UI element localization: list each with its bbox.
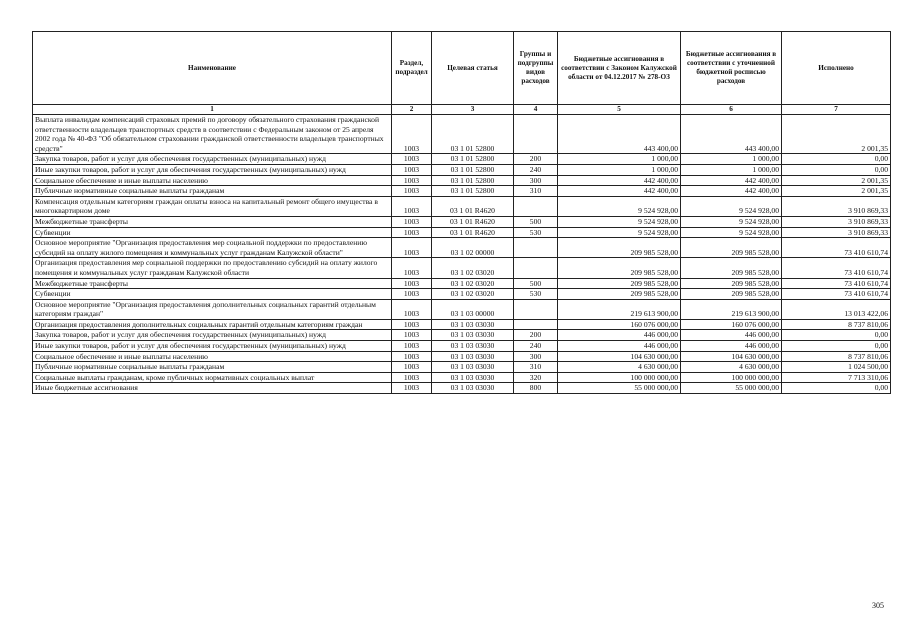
row-law: 209 985 528,00 [558, 289, 681, 300]
row-law: 4 630 000,00 [558, 362, 681, 373]
row-executed: 0,00 [782, 154, 891, 165]
table-row [33, 216, 891, 227]
column-index: 4 [514, 105, 558, 115]
row-schedule: 9 524 928,00 [681, 196, 782, 216]
row-group: 800 [514, 383, 558, 394]
row-group: 530 [514, 227, 558, 238]
header-target: Целевая статья [432, 32, 514, 105]
row-name: Организация предоставления мер социальной поддержки по предоставлению субсидий на оплату жилого помещения и коммунальных услуг гражданам Калужской области [33, 258, 392, 278]
row-name: Публичные нормативные социальные выплаты гражданам [33, 186, 392, 197]
row-law: 1 000,00 [558, 154, 681, 165]
row-executed: 2 001,35 [782, 175, 891, 186]
row-target: 03 1 01 52800 [432, 154, 514, 165]
row-name: Субвенции [33, 289, 392, 300]
header-row [33, 32, 891, 105]
row-section: 1003 [392, 289, 432, 300]
row-target: 03 1 03 00000 [432, 299, 514, 319]
row-section: 1003 [392, 164, 432, 175]
row-section: 1003 [392, 372, 432, 383]
table-row [33, 227, 891, 238]
row-name: Субвенции [33, 227, 392, 238]
row-section: 1003 [392, 115, 432, 154]
row-target: 03 1 01 52800 [432, 164, 514, 175]
row-target: 03 1 03 03030 [432, 383, 514, 394]
row-schedule: 442 400,00 [681, 175, 782, 186]
header-groups: Группы и подгруппы видов расходов [514, 32, 558, 105]
table-row [33, 341, 891, 352]
row-schedule: 9 524 928,00 [681, 216, 782, 227]
table-row [33, 115, 891, 154]
row-section: 1003 [392, 383, 432, 394]
row-target: 03 1 01 52800 [432, 175, 514, 186]
row-target: 03 1 02 03020 [432, 278, 514, 289]
table-row [33, 372, 891, 383]
row-executed: 73 410 610,74 [782, 289, 891, 300]
header-name: Наименование [33, 32, 392, 105]
row-executed: 0,00 [782, 383, 891, 394]
row-schedule: 446 000,00 [681, 330, 782, 341]
table-row [33, 351, 891, 362]
row-group: 200 [514, 154, 558, 165]
row-executed: 0,00 [782, 330, 891, 341]
row-name: Организация предоставления дополнительных социальных гарантий отдельным категориям граждан [33, 319, 392, 330]
row-target: 03 1 01 R4620 [432, 227, 514, 238]
row-law: 209 985 528,00 [558, 238, 681, 258]
row-schedule: 1 000,00 [681, 154, 782, 165]
column-index: 6 [681, 105, 782, 115]
row-group: 300 [514, 175, 558, 186]
row-section: 1003 [392, 330, 432, 341]
row-section: 1003 [392, 227, 432, 238]
row-executed: 7 713 310,06 [782, 372, 891, 383]
row-group: 320 [514, 372, 558, 383]
row-name: Закупка товаров, работ и услуг для обеспечения государственных (муниципальных) нужд [33, 330, 392, 341]
row-name: Иные закупки товаров, работ и услуг для обеспечения государственных (муниципальных) нужд [33, 341, 392, 352]
row-name: Публичные нормативные социальные выплаты гражданам [33, 362, 392, 373]
table-row [33, 330, 891, 341]
row-name: Основное мероприятие "Организация предоставления дополнительных социальных гарантий отдельным категориям граждан" [33, 299, 392, 319]
column-index: 1 [33, 105, 392, 115]
row-group [514, 258, 558, 278]
table-row [33, 383, 891, 394]
row-executed: 3 910 869,33 [782, 216, 891, 227]
table-row [33, 154, 891, 165]
row-section: 1003 [392, 319, 432, 330]
row-schedule: 209 985 528,00 [681, 278, 782, 289]
row-name: Социальное обеспечение и иные выплаты населению [33, 351, 392, 362]
row-executed: 3 910 869,33 [782, 196, 891, 216]
row-target: 03 1 02 00000 [432, 238, 514, 258]
table-row [33, 238, 891, 258]
table-row [33, 164, 891, 175]
row-schedule: 9 524 928,00 [681, 227, 782, 238]
row-law: 9 524 928,00 [558, 227, 681, 238]
header-law: Бюджетные ассигнования в соответствии с Законом Калужской области от 04.12.2017 № 278-ОЗ [558, 32, 681, 105]
row-name: Основное мероприятие "Организация предоставления мер социальной поддержки по предоставлению субсидий на оплату жилого помещения и коммунальных услуг гражданам Калужской области" [33, 238, 392, 258]
table-row [33, 196, 891, 216]
row-law: 209 985 528,00 [558, 258, 681, 278]
column-index-row [33, 105, 891, 115]
row-law: 104 630 000,00 [558, 351, 681, 362]
row-target: 03 1 03 03030 [432, 351, 514, 362]
table-row [33, 278, 891, 289]
row-law: 209 985 528,00 [558, 278, 681, 289]
row-target: 03 1 01 R4620 [432, 216, 514, 227]
row-law: 446 000,00 [558, 330, 681, 341]
row-name: Компенсация отдельным категориям граждан оплаты взноса на капитальный ремонт общего имущества в многоквартирном доме [33, 196, 392, 216]
row-law: 443 400,00 [558, 115, 681, 154]
header-schedule: Бюджетные ассигнования в соответствии с уточненной бюджетной росписью расходов [681, 32, 782, 105]
row-law: 446 000,00 [558, 341, 681, 352]
row-schedule: 160 076 000,00 [681, 319, 782, 330]
budget-table-container [32, 31, 890, 394]
row-executed: 8 737 810,06 [782, 319, 891, 330]
row-schedule: 209 985 528,00 [681, 289, 782, 300]
row-law: 9 524 928,00 [558, 196, 681, 216]
row-name: Социальное обеспечение и иные выплаты населению [33, 175, 392, 186]
row-schedule: 1 000,00 [681, 164, 782, 175]
row-schedule: 443 400,00 [681, 115, 782, 154]
row-executed: 73 410 610,74 [782, 258, 891, 278]
row-section: 1003 [392, 341, 432, 352]
row-executed: 8 737 810,06 [782, 351, 891, 362]
row-target: 03 1 01 52800 [432, 115, 514, 154]
row-law: 442 400,00 [558, 175, 681, 186]
row-target: 03 1 03 03030 [432, 341, 514, 352]
row-law: 219 613 900,00 [558, 299, 681, 319]
row-target: 03 1 02 03020 [432, 258, 514, 278]
row-section: 1003 [392, 351, 432, 362]
row-schedule: 55 000 000,00 [681, 383, 782, 394]
row-executed: 73 410 610,74 [782, 278, 891, 289]
row-target: 03 1 03 03030 [432, 330, 514, 341]
row-group: 500 [514, 216, 558, 227]
row-executed: 2 001,35 [782, 186, 891, 197]
row-executed: 0,00 [782, 341, 891, 352]
table-row [33, 186, 891, 197]
row-group: 200 [514, 330, 558, 341]
row-executed: 0,00 [782, 164, 891, 175]
row-group [514, 238, 558, 258]
row-group [514, 319, 558, 330]
row-section: 1003 [392, 238, 432, 258]
header-section: Раздел, подраздел [392, 32, 432, 105]
row-name: Межбюджетные трансферты [33, 278, 392, 289]
row-law: 160 076 000,00 [558, 319, 681, 330]
row-group [514, 299, 558, 319]
row-schedule: 4 630 000,00 [681, 362, 782, 373]
row-group: 500 [514, 278, 558, 289]
row-group: 300 [514, 351, 558, 362]
row-schedule: 446 000,00 [681, 341, 782, 352]
row-executed: 1 024 500,00 [782, 362, 891, 373]
row-section: 1003 [392, 186, 432, 197]
row-section: 1003 [392, 299, 432, 319]
row-group: 310 [514, 362, 558, 373]
table-body [33, 115, 891, 394]
row-law: 55 000 000,00 [558, 383, 681, 394]
table-row [33, 175, 891, 186]
row-section: 1003 [392, 175, 432, 186]
page-number: 305 [872, 601, 884, 610]
row-target: 03 1 02 03020 [432, 289, 514, 300]
row-name: Иные закупки товаров, работ и услуг для обеспечения государственных (муниципальных) нужд [33, 164, 392, 175]
row-section: 1003 [392, 362, 432, 373]
row-group [514, 115, 558, 154]
row-law: 100 000 000,00 [558, 372, 681, 383]
column-index: 3 [432, 105, 514, 115]
row-group: 530 [514, 289, 558, 300]
row-schedule: 219 613 900,00 [681, 299, 782, 319]
table-row [33, 299, 891, 319]
row-target: 03 1 03 03030 [432, 362, 514, 373]
row-target: 03 1 01 R4620 [432, 196, 514, 216]
row-group: 240 [514, 341, 558, 352]
row-name: Межбюджетные трансферты [33, 216, 392, 227]
table-row [33, 362, 891, 373]
column-index: 7 [782, 105, 891, 115]
row-executed: 3 910 869,33 [782, 227, 891, 238]
table-row [33, 319, 891, 330]
row-target: 03 1 01 52800 [432, 186, 514, 197]
row-law: 1 000,00 [558, 164, 681, 175]
row-schedule: 100 000 000,00 [681, 372, 782, 383]
row-target: 03 1 03 03030 [432, 372, 514, 383]
row-schedule: 209 985 528,00 [681, 258, 782, 278]
row-law: 442 400,00 [558, 186, 681, 197]
row-schedule: 104 630 000,00 [681, 351, 782, 362]
budget-table [32, 31, 891, 394]
row-section: 1003 [392, 278, 432, 289]
header-executed: Исполнено [782, 32, 891, 105]
row-group: 240 [514, 164, 558, 175]
row-section: 1003 [392, 196, 432, 216]
row-name: Выплата инвалидам компенсаций страховых премий по договору обязательного страхования гражданской ответственности владельцев транспортных средств в соответствии с Федеральным законом от 25 апреля 2002 года № 40-ФЗ "Об обязательном страховании гражданской ответственности владельцев транспортных средств" [33, 115, 392, 154]
table-row [33, 289, 891, 300]
row-schedule: 442 400,00 [681, 186, 782, 197]
row-group: 310 [514, 186, 558, 197]
column-index: 2 [392, 105, 432, 115]
row-schedule: 209 985 528,00 [681, 238, 782, 258]
row-name: Социальные выплаты гражданам, кроме публичных нормативных социальных выплат [33, 372, 392, 383]
table-row [33, 258, 891, 278]
row-executed: 73 410 610,74 [782, 238, 891, 258]
row-target: 03 1 03 03030 [432, 319, 514, 330]
column-index: 5 [558, 105, 681, 115]
row-name: Закупка товаров, работ и услуг для обеспечения государственных (муниципальных) нужд [33, 154, 392, 165]
row-section: 1003 [392, 216, 432, 227]
row-law: 9 524 928,00 [558, 216, 681, 227]
row-section: 1003 [392, 258, 432, 278]
row-executed: 13 013 422,06 [782, 299, 891, 319]
row-executed: 2 001,35 [782, 115, 891, 154]
row-group [514, 196, 558, 216]
row-name: Иные бюджетные ассигнования [33, 383, 392, 394]
row-section: 1003 [392, 154, 432, 165]
